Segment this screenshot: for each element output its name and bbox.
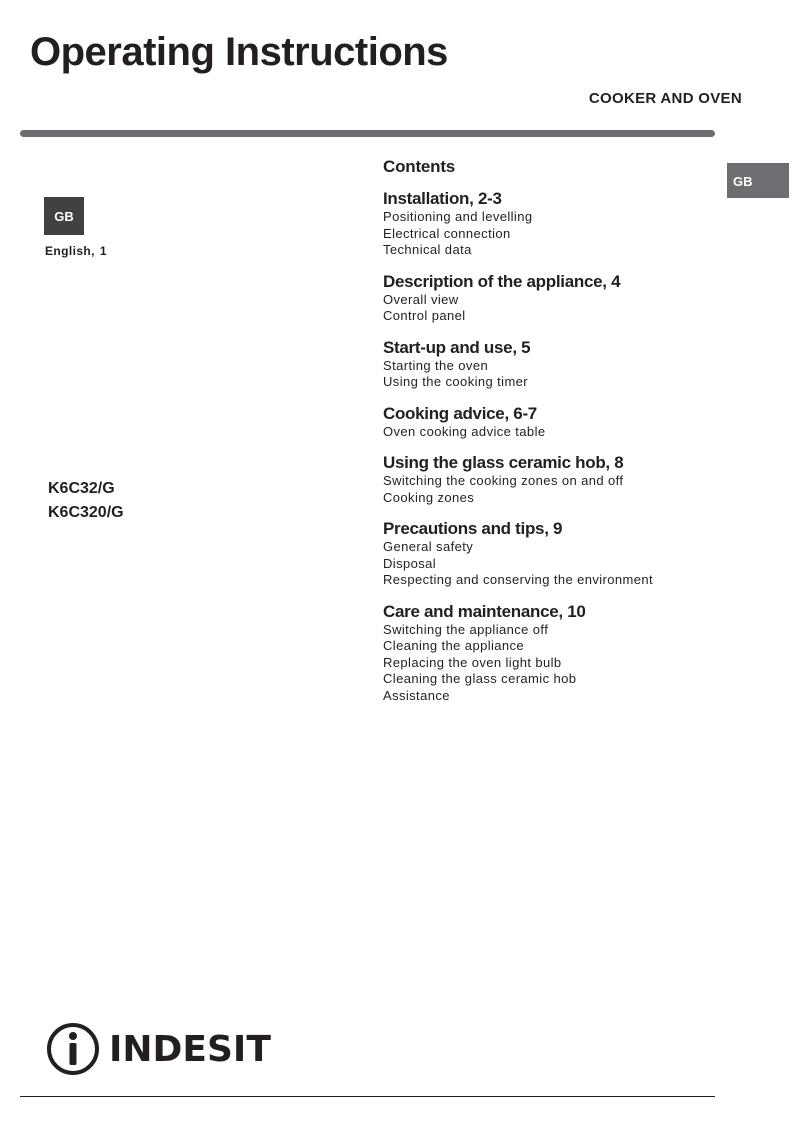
language-name: English, bbox=[45, 244, 95, 258]
toc-section-title: Using the glass ceramic hob, 8 bbox=[383, 453, 624, 472]
toc-section-hob bbox=[383, 452, 713, 506]
toc-item: Disposal bbox=[383, 555, 437, 571]
toc-item: Switching the cooking zones on and off bbox=[383, 473, 624, 488]
toc-item: Cooking zones bbox=[383, 489, 475, 505]
product-type: COOKER AND OVEN bbox=[588, 90, 742, 107]
toc-item: Starting the oven bbox=[383, 357, 489, 373]
header-divider bbox=[20, 130, 715, 137]
toc-item: Oven cooking advice table bbox=[383, 423, 546, 439]
toc-item: Respecting and conserving the environment bbox=[383, 572, 654, 587]
toc-item: Electrical connection bbox=[383, 225, 511, 241]
toc-section-title: Precautions and tips, 9 bbox=[383, 519, 563, 538]
toc-section-precautions bbox=[383, 518, 713, 589]
toc-item: Positioning and levelling bbox=[383, 209, 533, 224]
language-reference bbox=[45, 244, 107, 258]
toc-section-installation bbox=[383, 188, 713, 259]
toc-section-cooking-advice bbox=[383, 403, 713, 441]
language-side-tab: GB bbox=[727, 163, 789, 198]
language-page: 1 bbox=[99, 244, 107, 258]
page-title: Operating Instructions bbox=[30, 30, 448, 74]
toc-section-title: Description of the appliance, 4 bbox=[383, 271, 621, 291]
brand-wordmark: INDESIT bbox=[109, 1028, 271, 1070]
brand-logo bbox=[45, 1021, 271, 1077]
toc-section-title: Installation, 2-3 bbox=[383, 189, 502, 208]
contents-heading: Contents bbox=[383, 157, 456, 176]
language-badge: GB bbox=[44, 197, 84, 235]
toc-section-title: Care and maintenance, 10 bbox=[383, 601, 586, 621]
toc-item: Control panel bbox=[383, 308, 466, 323]
toc-item: Cleaning the appliance bbox=[383, 638, 525, 653]
toc-item: Technical data bbox=[383, 242, 472, 257]
toc-section-title: Start-up and use, 5 bbox=[383, 337, 531, 357]
table-of-contents bbox=[383, 157, 713, 716]
toc-section-description bbox=[383, 271, 713, 325]
model-number: K6C32/G bbox=[48, 480, 115, 497]
toc-section-startup bbox=[383, 337, 713, 391]
toc-item: General safety bbox=[383, 539, 474, 554]
model-list bbox=[48, 477, 124, 525]
toc-item: Using the cooking timer bbox=[383, 374, 529, 389]
footer-divider bbox=[20, 1096, 715, 1097]
toc-item: Switching the appliance off bbox=[383, 621, 549, 637]
toc-item: Replacing the oven light bulb bbox=[383, 654, 562, 670]
toc-item: Assistance bbox=[383, 687, 450, 703]
toc-section-title: Cooking advice, 6-7 bbox=[383, 403, 537, 423]
indesit-logo-icon bbox=[45, 1021, 101, 1077]
toc-item: Overall view bbox=[383, 291, 459, 307]
model-number: K6C320/G bbox=[48, 504, 124, 521]
toc-section-care bbox=[383, 601, 713, 705]
toc-item: Cleaning the glass ceramic hob bbox=[383, 671, 577, 686]
